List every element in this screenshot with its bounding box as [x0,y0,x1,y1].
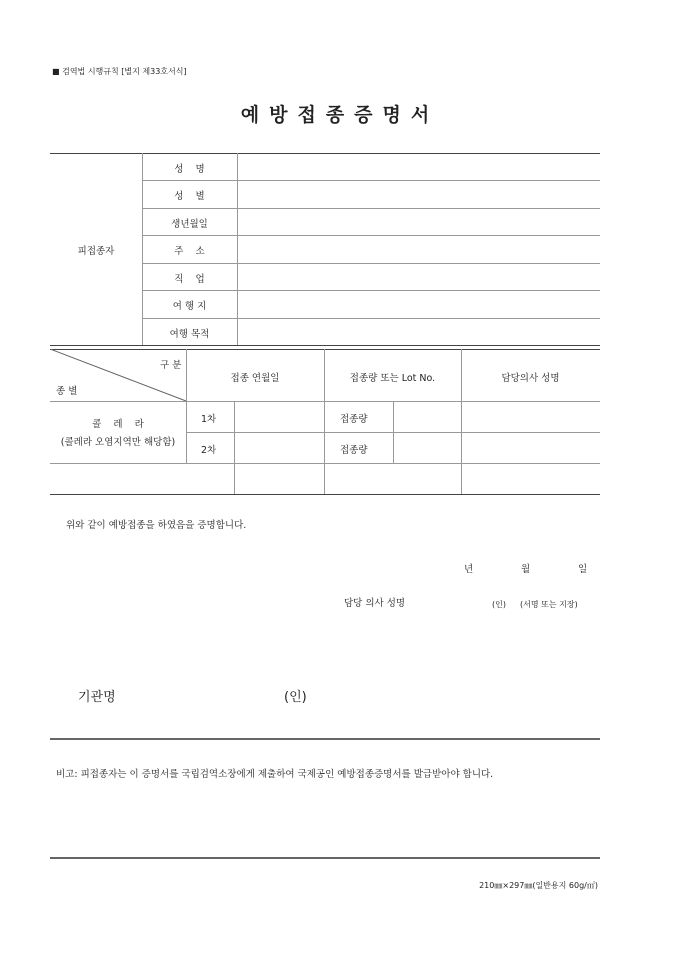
corner-bottom-label: 종 별 [56,386,78,397]
field-label-purpose: 여행 목적 [169,329,210,340]
amount-label-2: 접종량 [340,445,368,456]
amount-label-1: 접종량 [340,414,368,425]
doctor-seal-note: (서명 또는 지장) [520,600,578,609]
field-label-sex: 성 별 [174,191,205,202]
date-day-label: 일 [578,564,588,575]
footer-note: 비고: 피접종자는 이 증명서를 국립검역소장에게 제출하여 국제공인 예방접종증명서를 발급받아야 합니다. [56,769,494,780]
recipient-label: 피접종자 [77,246,115,257]
vaccine-name: 콜 레 라 [92,419,144,430]
column-header-date: 접종 연월일 [230,373,280,384]
column-header-doctor: 담당의사 성명 [501,373,560,384]
certification-statement: 위와 같이 예방접종을 하였음을 증명합니다. [66,520,247,531]
page-title: 예방접종증명서 [240,104,440,126]
paper-spec: 210㎜×297㎜(일반용지 60g/㎡) [479,881,598,890]
field-label-destination: 여 행 지 [172,301,207,312]
footer-divider-bottom [50,857,600,859]
field-label-address: 주 소 [174,246,205,257]
dose-label-1: 1차 [201,414,217,425]
dose-label-2: 2차 [201,445,217,456]
field-label-name: 성 명 [174,164,205,175]
vaccine-note: (콜레라 오염지역만 해당함) [60,437,176,448]
doctor-name-label: 담당 의사 성명 [344,598,406,609]
institution-seal: (인) [284,690,307,705]
corner-top-label: 구 분 [160,360,182,371]
form-reference: ■ 검역법 시행규칙 [별지 제33호서식] [52,67,187,76]
footer-divider-top [50,738,600,740]
field-label-birthdate: 생년월일 [171,219,208,230]
date-year-label: 년 [464,564,474,575]
field-label-occupation: 직 업 [174,274,205,285]
institution-label: 기관명 [78,690,116,705]
doctor-seal: (인) [492,600,506,609]
date-month-label: 월 [521,564,531,575]
column-header-amount: 접종량 또는 Lot No. [349,373,436,384]
